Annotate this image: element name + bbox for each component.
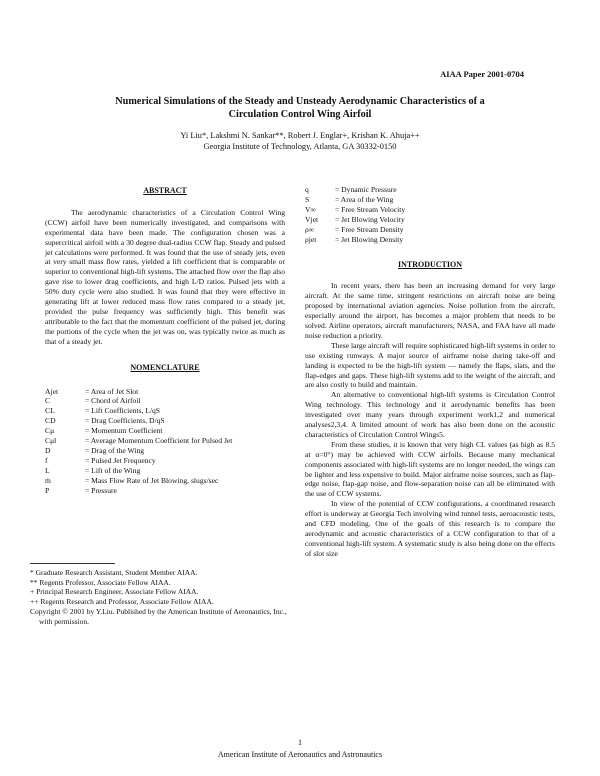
nomenclature-symbol: ρjet [305, 234, 317, 244]
nomenclature-definition: = Pulsed Jet Frequency [85, 455, 156, 465]
nomenclature-definition: = Dynamic Pressure [335, 185, 397, 194]
nomenclature-definition: = Jet Blowing Velocity [335, 214, 405, 224]
nomenclature-symbol: Cμ [45, 426, 55, 436]
nomenclature-definition: = Free Stream Velocity [335, 204, 406, 214]
intro-paragraph: An alternative to conventional high-lift systems is Circulation Control Wing technology. This technology and it aerodynamic benefits has been investigated over many years through experiment work1,2 and numerical analyses2,3,4. A limited amount of work has also been done on the acoustic characteristics of Circulation Control Wings5. [305, 390, 555, 439]
abstract-heading: ABSTRACT [143, 186, 187, 195]
introduction-heading: INTRODUCTION [397, 260, 462, 270]
paper-title [60, 95, 540, 121]
title-line-2: Circulation Control Wing Airfoil [228, 109, 372, 120]
authors: Yi Liu*, Lakshmi N. Sankar**, Robert J. Englar+, Krishan K. Ahuja++ [180, 131, 420, 140]
page-footer: American Institute of Aeronautics and Astronautics [217, 750, 383, 759]
nomenclature-definition: = Lift Coefficients, L/qS [85, 406, 161, 416]
nomenclature-definition: = Average Momentum Coefficient for Pulsed Jet [85, 436, 233, 446]
nomenclature-symbol: C [45, 396, 51, 406]
nomenclature-symbol: q [305, 185, 309, 194]
nomenclature-definition: = Mass Flow Rate of Jet Blowing, slugs/sec [85, 475, 219, 485]
nomenclature-symbol: L [45, 465, 50, 475]
nomenclature-symbol: D [45, 445, 51, 455]
nomenclature-definition: = Chord of Airfoil [85, 396, 141, 406]
nomenclature-symbol: V∞ [305, 204, 316, 214]
footnote: * Graduate Research Assistant, Student Member AIAA. [30, 568, 198, 577]
nomenclature-symbol: ρ∞ [305, 224, 315, 234]
nomenclature-list [45, 387, 285, 496]
nomenclature-definition: = Jet Blowing Density [335, 234, 404, 244]
page-number: 1 [298, 738, 302, 747]
footnote: ** Regents Professor, Associate Fellow AIAA. [30, 577, 171, 587]
nomenclature-symbol: ṁ [45, 475, 51, 485]
nomenclature-heading: NOMENCLATURE [130, 362, 200, 372]
title-line-1: Numerical Simulations of the Steady and Unsteady Aerodynamic Characteristics of a [115, 96, 485, 107]
intro-paragraph: In recent years, there has been an increasing demand for very large aircraft. At the same time, stringent restrictions on aircraft noise are being proposed by international aviation agencies. Noise pollution from the aircraft, especially around the airport, has becomes a major problem that needs to be solved. Airline operators, aircraft manufacturers, NASA, and FAA have all made noise reduction a priority. [305, 281, 555, 340]
left-column [45, 186, 285, 495]
footnote-rule [30, 563, 115, 564]
copyright: Copyright © 2001 by Y.Liu. Published by the American Institute of Aeronautics, Inc., with permission. [30, 606, 287, 626]
nomenclature-definition: = Free Stream Density [335, 224, 404, 234]
right-column [305, 185, 555, 559]
affiliation: Georgia Institute of Technology, Atlanta, GA 30332-0150 [203, 142, 397, 151]
intro-paragraph: These large aircraft will require sophisticated high-lift systems in order to use existing runways. A major source of airframe noise during take-off and landing is expected to be the high-lift system — namely the flaps, slats, and the flap-edges and gaps. These high-lift systems add to the weight of the aircraft, and are also costly to build and maintain. [305, 340, 555, 390]
nomenclature-symbol: S [305, 194, 310, 204]
nomenclature-definition: = Drag of the Wing [85, 445, 145, 455]
nomenclature-definition: = Lift of the Wing [85, 465, 141, 475]
nomenclature-definition: = Pressure [85, 485, 117, 495]
footnotes [30, 568, 290, 626]
nomenclature-definition: = Area of the Wing [335, 194, 394, 204]
nomenclature-definition: = Momentum Coefficient [85, 426, 163, 436]
nomenclature-symbol: f [45, 455, 48, 465]
footnote: ++ Regents Research and Professor, Associate Fellow AIAA. [30, 597, 214, 607]
nomenclature-definition: = Area of Jet Slot [85, 386, 139, 396]
nomenclature-symbol: CL [45, 406, 55, 416]
introduction-body [305, 281, 555, 558]
nomenclature-list-continued [305, 185, 555, 244]
author-block [60, 130, 540, 152]
abstract-text: The aerodynamic characteristics of a Circulation Control Wing (CCW) airfoil have been numerically investigated, and comparisons with experimental data have been made. The configuration chosen was a supercritical airfoil with a 30 degree dual-radius CCW flap. Steady and pulsed jet calculations were performed. It was found that the use of steady jets, even at very small mass flow rates, yielded a lift coefficient that is comparable or superior to conventional high-lift systems. The attached flow over the flap also gave rise to lower drag coefficients, and high L/D ratios. Pulsed jets with a 50% duty cycle were also studied. It was found that they were effective in generating lift at lower reduced mass flow rates compared to a steady jet, provided the pulse frequency was sufficiently high. This benefit was attributable to the fact that the momentum coefficient of the pulsed jet, during the portions of the cycle when the jet was on, was typically twice as much as that of a steady jet. [45, 207, 285, 346]
nomenclature-definition: = Drag Coefficients, D/qS [85, 416, 165, 426]
nomenclature-symbol: CD [45, 416, 56, 426]
nomenclature-symbol: P [45, 485, 50, 495]
nomenclature-symbol: Vjet [305, 214, 319, 224]
intro-paragraph: From these studies, it is known that very high CL values (as high as 8.5 at α=0°) may be achieved with CCW airfoils. Because many mechanical components associated with high-lift systems are no longer needed, the wings can be lighter and less expensive to build. Major airframe noise sources, such as flap-edge noise, flap-gap noise, and flow-separation noise can all be eliminated with the use of CCW systems. [305, 439, 555, 499]
nomenclature-symbol: Ajet [45, 386, 59, 396]
footnote: + Principal Research Engineer, Associate Fellow AIAA. [30, 587, 199, 597]
paper-number: AIAA Paper 2001-0704 [440, 69, 524, 79]
nomenclature-symbol: Cμl [45, 436, 57, 446]
intro-paragraph: In view of the potential of CCW configurations, a coordinated research effort is underway at Georgia Tech involving wind tunnel tests, aeroacoustic tests, and CFD modeling. One of the goals of this research is to compare the aerodynamic and acoustic characteristics of a CCW configuration to that of a conventional high-lift system. A systematic study is also being done on the effects of slot size [305, 499, 555, 558]
